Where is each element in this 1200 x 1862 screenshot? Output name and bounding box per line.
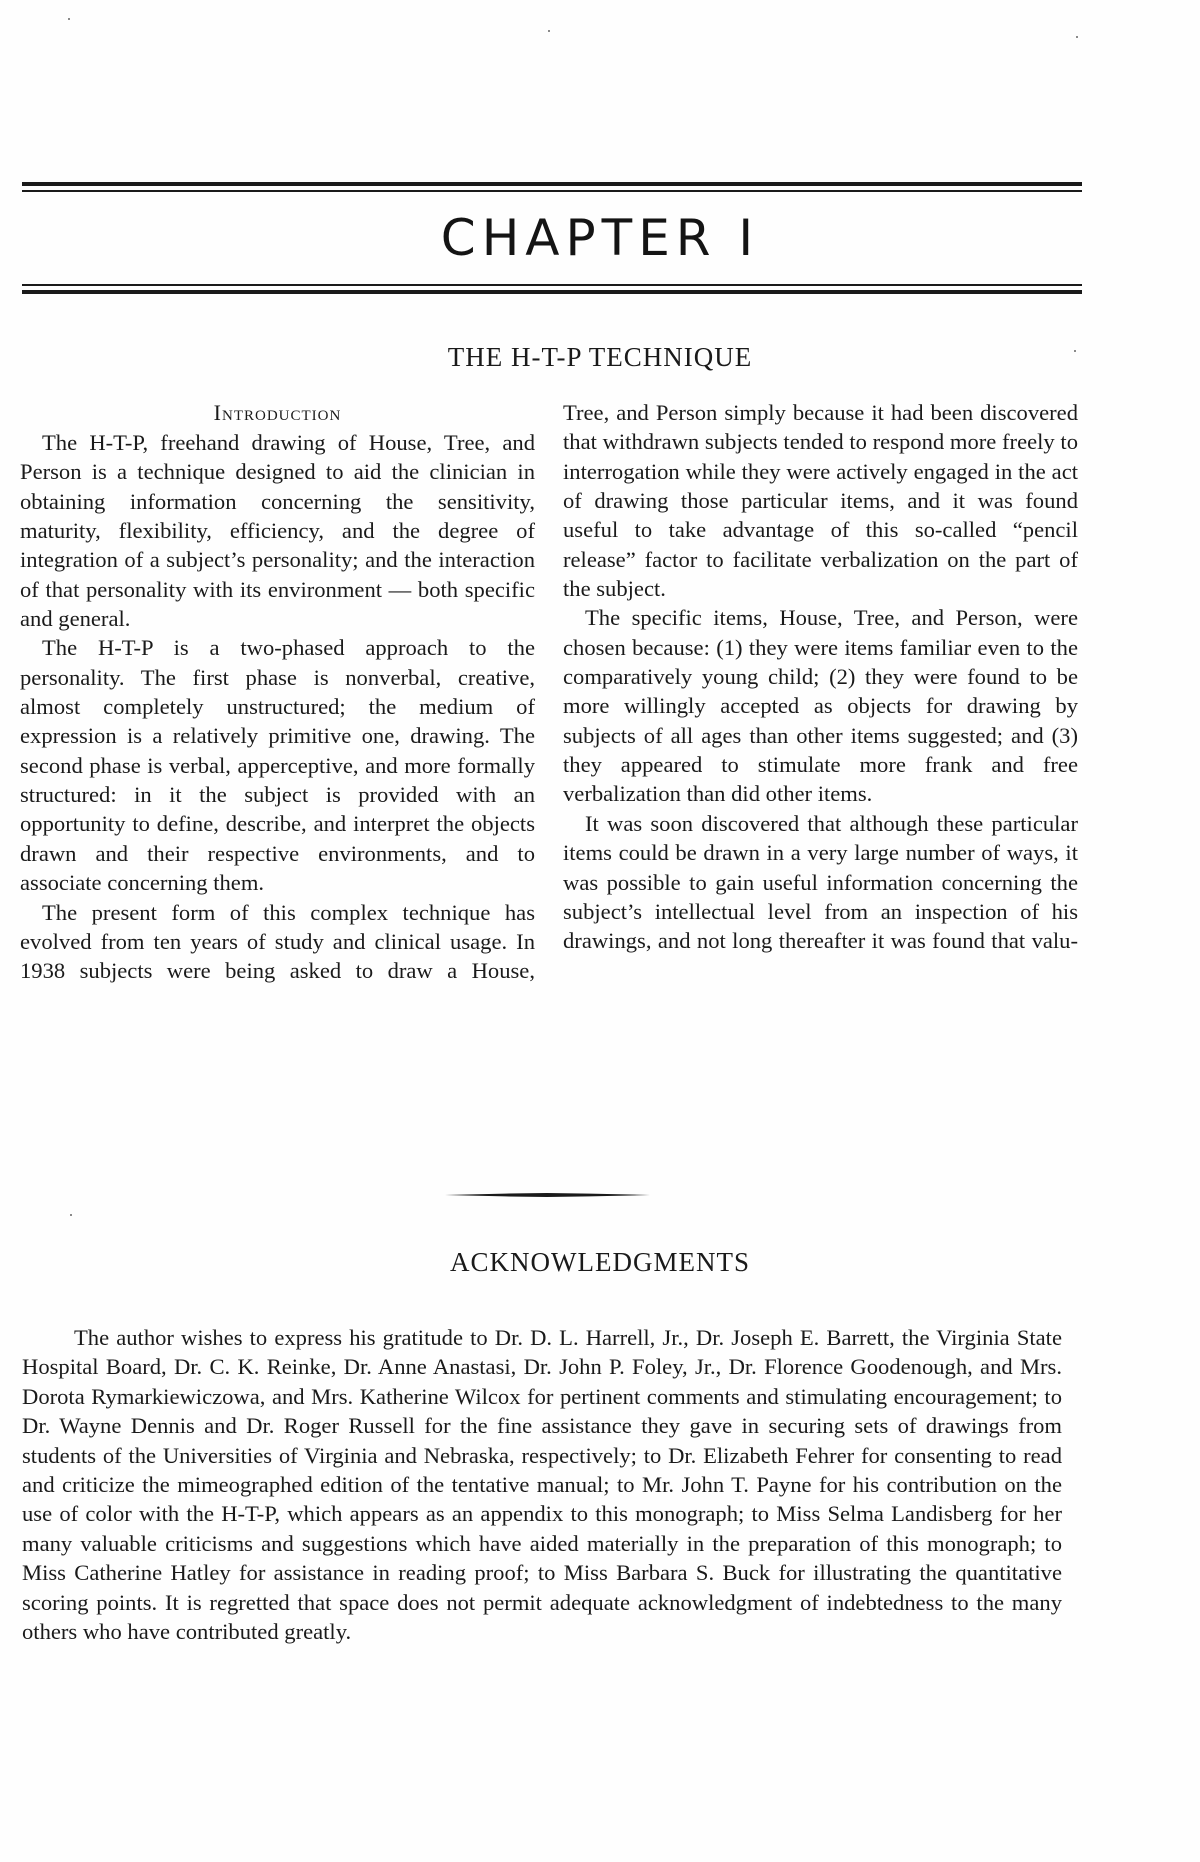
scan-speck — [1076, 36, 1078, 38]
chapter-bottom-rule-thin — [22, 284, 1082, 286]
right-paragraph-1: Tree, and Person simply because it had been discovered that withdrawn subjects tended to respond more freely to interrogation while they were actively engaged in the act of drawing those particular items, and it was found useful to take advantage of this so-called “pencil release” factor to facilitate verbalization on the part of the subject. — [563, 400, 1078, 602]
scan-speck — [70, 1214, 72, 1216]
chapter-top-rule-thin — [22, 190, 1082, 192]
chapter-heading: CHAPTER I — [440, 209, 760, 267]
left-paragraph-3: The present form of this complex technique has evolved from ten years of study and clinical usage. In 1938 subjects were being asked to draw a House, — [20, 899, 535, 984]
section-divider-ornament — [445, 1193, 650, 1197]
acknowledgments-body — [22, 1323, 1062, 1646]
left-column — [20, 398, 535, 986]
chapter-bottom-rule-thick — [22, 290, 1082, 294]
right-paragraph-2: The specific items, House, Tree, and Person, were chosen because: (1) they were items familiar even to the comparatively young child; (2) they were found to be more willingly accepted as objects for drawing by subjects of all ages than other items suggested; and (3) they appeared to stimulate more frank and free verbalization than did other items. — [563, 605, 1078, 807]
scan-speck — [1074, 350, 1076, 352]
right-paragraph-3: It was soon discovered that although these particular items could be drawn in a very large number of ways, it was possible to gain useful information concerning the subject’s intellectual level from an inspection of his drawings, and not long thereafter it was found that valu- — [563, 810, 1078, 954]
scan-speck — [548, 30, 550, 32]
section-title: THE H-T-P TECHNIQUE — [447, 342, 753, 372]
scan-speck — [68, 18, 70, 20]
chapter-top-rule-thick — [22, 182, 1082, 186]
acknowledgments-title: ACKNOWLEDGMENTS — [450, 1247, 750, 1277]
left-paragraph-1: The H-T-P, freehand drawing of House, Tree, and Person is a technique designed to aid the clinician in obtaining information concerning the sensitivity, maturity, flexibility, efficiency, and the degree of integration of a subject’s personality; and the interaction of that personality with its environment — both specific and general. — [20, 430, 535, 632]
left-paragraph-2: The H-T-P is a two-phased approach to the personality. The first phase is nonverbal, creative, almost completely unstructured; the medium of expression is a relatively primitive one, drawing. The second phase is verbal, apperceptive, and more formally structured: in it the subject is provided with an opportunity to define, describe, and interpret the objects drawn and their respective environments, and to associate concerning them. — [20, 635, 535, 896]
right-column — [563, 398, 1078, 956]
acknowledgments-paragraph: The author wishes to express his gratitude to Dr. D. L. Harrell, Jr., Dr. Joseph E. Barrett, the Virginia State Hospital Board, Dr. C. K. Reinke, Dr. Anne Anastasi, Dr. John P. Foley, Jr., Dr. Florence Goodenough, and Mrs. Dorota Rymarkiewiczowa, and Mrs. Katherine Wilcox for pertinent comments and stimulating encouragement; to Dr. Wayne Dennis and Dr. Roger Russell for the fine assistance they gave in securing sets of drawings from students of the Universities of Virginia and Nebraska, respectively; to Dr. Elizabeth Fehrer for consenting to read and criticize the mimeographed edition of the tentative manual; to Mr. John T. Payne for his contribution on the use of color with the H-T-P, which appears as an appendix to this monograph; to Miss Selma Landisberg for her many valuable criticisms and suggestions which have aided materially in the preparation of this monograph; to Miss Catherine Hatley for assistance in reading proof; to Miss Barbara S. Buck for illustrating the quantitative scoring points. It is regretted that space does not permit adequate acknowledgment of indebtedness to the many others who have contributed greatly. — [22, 1325, 1062, 1645]
introduction-subheading: Introduction — [213, 400, 342, 425]
